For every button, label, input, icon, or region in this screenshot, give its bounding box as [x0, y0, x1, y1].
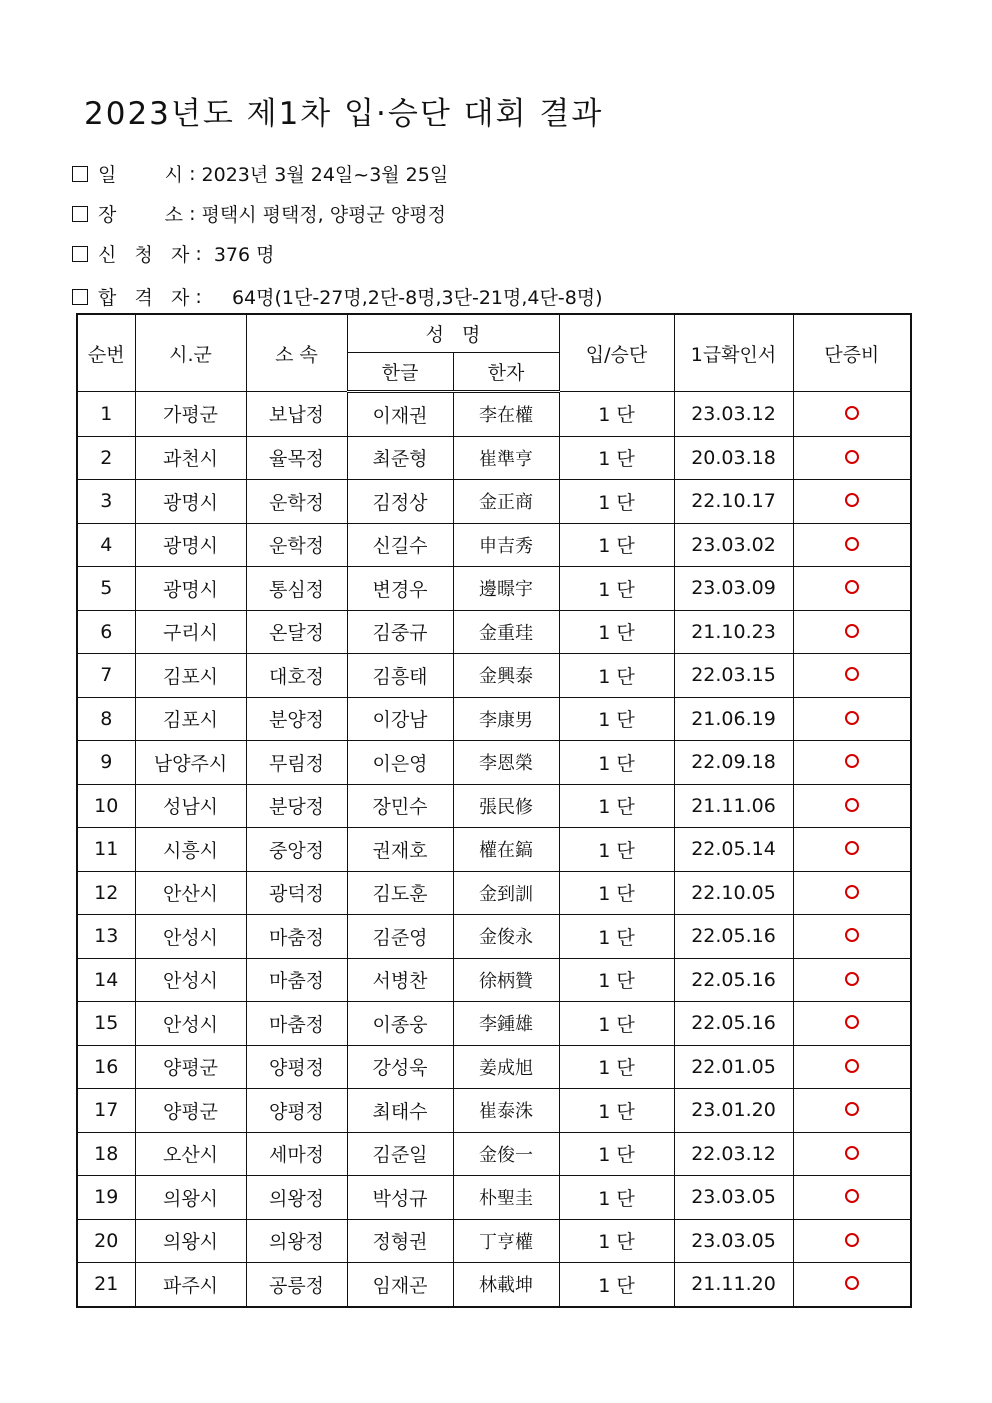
cell-rank: 1 단	[559, 1089, 674, 1133]
info-label: 일 시	[98, 164, 184, 186]
cell-club: 공릉정	[246, 1263, 347, 1307]
cell-name-hz: 金興泰	[453, 654, 559, 698]
cell-club: 대호정	[246, 654, 347, 698]
red-circle-icon	[845, 928, 859, 942]
cell-city: 안성시	[135, 1002, 246, 1046]
cell-name-kr: 장민수	[347, 784, 453, 828]
table-row	[77, 1219, 911, 1263]
checkbox-icon	[72, 166, 88, 182]
info-value: 2023년 3월 24일~3월 25일	[201, 164, 449, 186]
table-row	[77, 1132, 911, 1176]
cell-fee	[793, 828, 911, 872]
cell-rank: 1 단	[559, 610, 674, 654]
cell-city: 광명시	[135, 523, 246, 567]
cell-name-kr: 김준영	[347, 915, 453, 959]
cell-name-hz: 林載坤	[453, 1263, 559, 1307]
cell-name-hz: 權在鎬	[453, 828, 559, 872]
cell-confirm: 22.10.17	[674, 480, 793, 524]
info-date	[72, 160, 448, 187]
cell-name-kr: 김흥태	[347, 654, 453, 698]
info-sep: :	[183, 162, 202, 185]
cell-rank: 1 단	[559, 828, 674, 872]
cell-fee	[793, 1219, 911, 1263]
cell-club: 율목정	[246, 436, 347, 480]
cell-city: 김포시	[135, 654, 246, 698]
table-row	[77, 1045, 911, 1089]
cell-name-kr: 김준일	[347, 1132, 453, 1176]
cell-name-hz: 金俊永	[453, 915, 559, 959]
red-circle-icon	[845, 754, 859, 768]
cell-name-hz: 張民修	[453, 784, 559, 828]
cell-name-kr: 정형권	[347, 1219, 453, 1263]
red-circle-icon	[845, 885, 859, 899]
cell-fee	[793, 567, 911, 611]
cell-rank: 1 단	[559, 697, 674, 741]
red-circle-icon	[845, 972, 859, 986]
cell-fee	[793, 654, 911, 698]
header-fee: 단증비	[793, 314, 911, 392]
cell-club: 무림정	[246, 741, 347, 785]
info-sep: :	[189, 285, 232, 308]
cell-name-hz: 李鍾雄	[453, 1002, 559, 1046]
table-row	[77, 654, 911, 698]
cell-fee	[793, 1132, 911, 1176]
table-row	[77, 697, 911, 741]
cell-no: 11	[77, 828, 135, 872]
red-circle-icon	[845, 841, 859, 855]
info-passed	[72, 283, 603, 310]
header-club: 소 속	[246, 314, 347, 392]
info-applicants	[72, 240, 275, 267]
cell-fee	[793, 523, 911, 567]
cell-name-hz: 李在權	[453, 392, 559, 437]
cell-club: 운학정	[246, 480, 347, 524]
cell-rank: 1 단	[559, 741, 674, 785]
cell-rank: 1 단	[559, 523, 674, 567]
cell-name-hz: 李康男	[453, 697, 559, 741]
cell-no: 15	[77, 1002, 135, 1046]
cell-fee	[793, 1045, 911, 1089]
info-sep: :	[183, 202, 202, 225]
cell-no: 14	[77, 958, 135, 1002]
cell-club: 의왕정	[246, 1176, 347, 1220]
red-circle-icon	[845, 711, 859, 725]
page-title: 2023년도 제1차 입·승단 대회 결과	[84, 96, 604, 132]
cell-rank: 1 단	[559, 915, 674, 959]
cell-name-kr: 신길수	[347, 523, 453, 567]
cell-confirm: 22.05.16	[674, 915, 793, 959]
checkbox-icon	[72, 289, 88, 305]
info-sep: :	[189, 242, 214, 265]
cell-confirm: 23.03.05	[674, 1219, 793, 1263]
cell-no: 13	[77, 915, 135, 959]
table-row	[77, 871, 911, 915]
cell-city: 남양주시	[135, 741, 246, 785]
cell-city: 파주시	[135, 1263, 246, 1307]
cell-no: 17	[77, 1089, 135, 1133]
cell-no: 19	[77, 1176, 135, 1220]
cell-no: 20	[77, 1219, 135, 1263]
cell-no: 21	[77, 1263, 135, 1307]
table-row	[77, 610, 911, 654]
table-row	[77, 1002, 911, 1046]
results-table	[76, 313, 912, 1308]
header-no: 순번	[77, 314, 135, 392]
cell-rank: 1 단	[559, 784, 674, 828]
cell-no: 6	[77, 610, 135, 654]
cell-fee	[793, 392, 911, 437]
red-circle-icon	[845, 493, 859, 507]
cell-fee	[793, 1002, 911, 1046]
cell-club: 분당정	[246, 784, 347, 828]
cell-name-hz: 崔泰洙	[453, 1089, 559, 1133]
red-circle-icon	[845, 667, 859, 681]
info-value: 평택시 평택정, 양평군 양평정	[201, 204, 446, 226]
cell-fee	[793, 610, 911, 654]
info-value: 64명(1단-27명,2단-8명,3단-21명,4단-8명)	[231, 287, 603, 309]
cell-city: 양평군	[135, 1045, 246, 1089]
cell-name-kr: 김중규	[347, 610, 453, 654]
cell-confirm: 22.05.14	[674, 828, 793, 872]
red-circle-icon	[845, 1015, 859, 1029]
cell-no: 5	[77, 567, 135, 611]
cell-name-kr: 이은영	[347, 741, 453, 785]
table-row	[77, 784, 911, 828]
cell-name-kr: 최준형	[347, 436, 453, 480]
cell-city: 의왕시	[135, 1176, 246, 1220]
cell-name-hz: 申吉秀	[453, 523, 559, 567]
cell-confirm: 21.06.19	[674, 697, 793, 741]
cell-city: 안성시	[135, 958, 246, 1002]
cell-no: 10	[77, 784, 135, 828]
table-row	[77, 1089, 911, 1133]
checkbox-icon	[72, 246, 88, 262]
table-row	[77, 436, 911, 480]
cell-rank: 1 단	[559, 654, 674, 698]
cell-name-kr: 박성규	[347, 1176, 453, 1220]
cell-name-kr: 변경우	[347, 567, 453, 611]
cell-rank: 1 단	[559, 392, 674, 437]
cell-name-hz: 崔準亨	[453, 436, 559, 480]
cell-no: 1	[77, 392, 135, 437]
cell-club: 분양정	[246, 697, 347, 741]
cell-rank: 1 단	[559, 436, 674, 480]
table-row	[77, 480, 911, 524]
cell-name-kr: 이재권	[347, 392, 453, 437]
red-circle-icon	[845, 1102, 859, 1116]
table-row	[77, 1176, 911, 1220]
cell-fee	[793, 697, 911, 741]
cell-rank: 1 단	[559, 480, 674, 524]
cell-club: 마춤정	[246, 915, 347, 959]
cell-confirm: 22.03.15	[674, 654, 793, 698]
cell-name-hz: 金正商	[453, 480, 559, 524]
cell-fee	[793, 958, 911, 1002]
cell-city: 구리시	[135, 610, 246, 654]
header-name: 성 명	[347, 314, 559, 353]
red-circle-icon	[845, 1276, 859, 1290]
cell-name-hz: 金到訓	[453, 871, 559, 915]
cell-city: 안산시	[135, 871, 246, 915]
cell-rank: 1 단	[559, 1176, 674, 1220]
cell-confirm: 22.01.05	[674, 1045, 793, 1089]
cell-name-kr: 강성욱	[347, 1045, 453, 1089]
red-circle-icon	[845, 406, 859, 420]
cell-confirm: 23.01.20	[674, 1089, 793, 1133]
cell-city: 성남시	[135, 784, 246, 828]
cell-name-kr: 최태수	[347, 1089, 453, 1133]
cell-name-kr: 서병찬	[347, 958, 453, 1002]
header-name-kr: 한글	[347, 353, 453, 392]
cell-name-kr: 김정상	[347, 480, 453, 524]
cell-name-hz: 金俊一	[453, 1132, 559, 1176]
cell-city: 시흥시	[135, 828, 246, 872]
cell-name-hz: 金重珪	[453, 610, 559, 654]
cell-club: 중앙정	[246, 828, 347, 872]
table-row	[77, 523, 911, 567]
cell-name-hz: 徐柄贊	[453, 958, 559, 1002]
red-circle-icon	[845, 1146, 859, 1160]
cell-club: 세마정	[246, 1132, 347, 1176]
cell-fee	[793, 915, 911, 959]
table-row	[77, 1263, 911, 1307]
info-label: 장 소	[98, 204, 184, 226]
cell-no: 7	[77, 654, 135, 698]
cell-name-hz: 邊暻宇	[453, 567, 559, 611]
table-row	[77, 741, 911, 785]
cell-rank: 1 단	[559, 567, 674, 611]
cell-confirm: 21.11.06	[674, 784, 793, 828]
cell-rank: 1 단	[559, 1132, 674, 1176]
cell-no: 9	[77, 741, 135, 785]
cell-name-hz: 姜成旭	[453, 1045, 559, 1089]
cell-confirm: 22.05.16	[674, 958, 793, 1002]
cell-confirm: 23.03.02	[674, 523, 793, 567]
red-circle-icon	[845, 580, 859, 594]
cell-name-hz: 朴聖圭	[453, 1176, 559, 1220]
cell-name-kr: 권재호	[347, 828, 453, 872]
cell-rank: 1 단	[559, 871, 674, 915]
cell-name-kr: 임재곤	[347, 1263, 453, 1307]
cell-no: 8	[77, 697, 135, 741]
cell-confirm: 21.10.23	[674, 610, 793, 654]
cell-rank: 1 단	[559, 1263, 674, 1307]
cell-fee	[793, 784, 911, 828]
cell-club: 보납정	[246, 392, 347, 437]
cell-fee	[793, 741, 911, 785]
cell-rank: 1 단	[559, 1219, 674, 1263]
cell-fee	[793, 1263, 911, 1307]
cell-name-kr: 이종웅	[347, 1002, 453, 1046]
cell-name-kr: 김도훈	[347, 871, 453, 915]
table-row	[77, 915, 911, 959]
table-row	[77, 828, 911, 872]
cell-club: 의왕정	[246, 1219, 347, 1263]
cell-no: 2	[77, 436, 135, 480]
cell-city: 광명시	[135, 567, 246, 611]
cell-rank: 1 단	[559, 1045, 674, 1089]
cell-fee	[793, 1089, 911, 1133]
red-circle-icon	[845, 1189, 859, 1203]
cell-club: 마춤정	[246, 1002, 347, 1046]
cell-no: 4	[77, 523, 135, 567]
cell-club: 마춤정	[246, 958, 347, 1002]
header-rank: 입/승단	[559, 314, 674, 392]
cell-city: 의왕시	[135, 1219, 246, 1263]
cell-fee	[793, 480, 911, 524]
cell-confirm: 21.11.20	[674, 1263, 793, 1307]
cell-confirm: 23.03.09	[674, 567, 793, 611]
cell-club: 온달정	[246, 610, 347, 654]
header-city: 시.군	[135, 314, 246, 392]
checkbox-icon	[72, 206, 88, 222]
table-row	[77, 392, 911, 437]
cell-confirm: 23.03.12	[674, 392, 793, 437]
cell-city: 가평군	[135, 392, 246, 437]
cell-confirm: 22.09.18	[674, 741, 793, 785]
cell-rank: 1 단	[559, 1002, 674, 1046]
table-row	[77, 567, 911, 611]
red-circle-icon	[845, 624, 859, 638]
cell-city: 광명시	[135, 480, 246, 524]
cell-city: 김포시	[135, 697, 246, 741]
cell-club: 광덕정	[246, 871, 347, 915]
cell-city: 안성시	[135, 915, 246, 959]
table-body	[77, 392, 911, 1307]
red-circle-icon	[845, 798, 859, 812]
cell-confirm: 23.03.05	[674, 1176, 793, 1220]
red-circle-icon	[845, 1059, 859, 1073]
header-confirm: 1급확인서	[674, 314, 793, 392]
cell-name-hz: 丁亨權	[453, 1219, 559, 1263]
cell-fee	[793, 436, 911, 480]
cell-confirm: 22.05.16	[674, 1002, 793, 1046]
cell-confirm: 22.03.12	[674, 1132, 793, 1176]
red-circle-icon	[845, 450, 859, 464]
cell-rank: 1 단	[559, 958, 674, 1002]
cell-club: 양평정	[246, 1089, 347, 1133]
cell-club: 양평정	[246, 1045, 347, 1089]
cell-fee	[793, 871, 911, 915]
cell-city: 양평군	[135, 1089, 246, 1133]
info-place	[72, 200, 446, 227]
table-row	[77, 958, 911, 1002]
header-name-hz: 한자	[453, 353, 559, 392]
cell-no: 16	[77, 1045, 135, 1089]
cell-name-hz: 李恩榮	[453, 741, 559, 785]
cell-no: 18	[77, 1132, 135, 1176]
cell-no: 3	[77, 480, 135, 524]
cell-name-kr: 이강남	[347, 697, 453, 741]
cell-city: 오산시	[135, 1132, 246, 1176]
cell-club: 운학정	[246, 523, 347, 567]
cell-club: 통심정	[246, 567, 347, 611]
info-label: 합 격 자	[98, 287, 190, 309]
red-circle-icon	[845, 537, 859, 551]
cell-fee	[793, 1176, 911, 1220]
cell-confirm: 20.03.18	[674, 436, 793, 480]
cell-city: 과천시	[135, 436, 246, 480]
red-circle-icon	[845, 1233, 859, 1247]
info-value: 376 명	[213, 244, 275, 266]
cell-no: 12	[77, 871, 135, 915]
info-label: 신 청 자	[98, 244, 190, 266]
cell-confirm: 22.10.05	[674, 871, 793, 915]
